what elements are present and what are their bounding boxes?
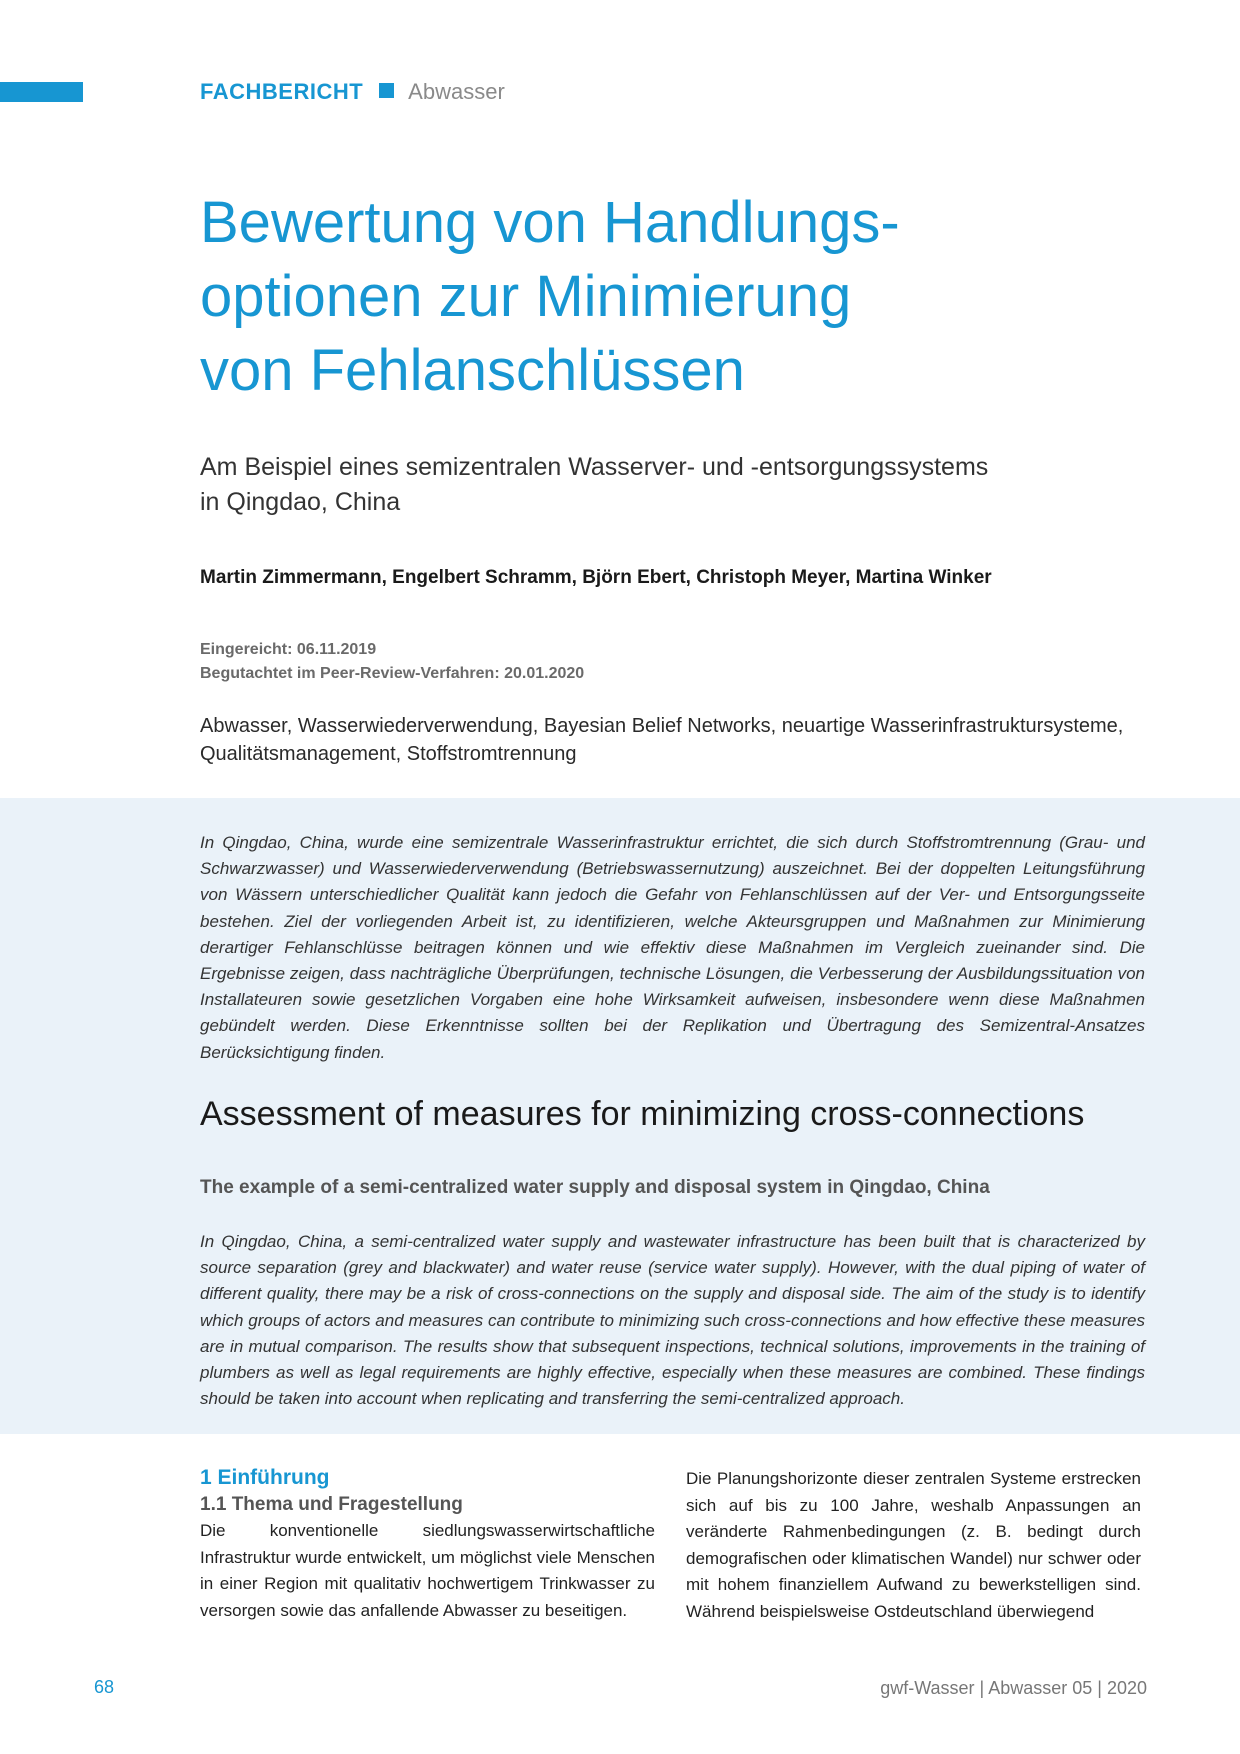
page-number: 68 — [94, 1677, 115, 1697]
body-paragraph-left: Die konventionelle siedlungswasserwirtschaftliche Infrastruktur wurde entwickelt, um möglichst viele Menschen in einer Region mit qualitativ hochwertigem Trinkwasser zu versorgen sowie das anfallende Abwasser zu beseitigen. — [200, 1521, 655, 1620]
section-label: FACHBERICHT — [200, 79, 364, 104]
abstract-german: In Qingdao, China, wurde eine semizentrale Wasserinfrastruktur errichtet, die sich durch Stoffstromtrennung (Grau- und Schwarzwasser) und Wasserwiederverwendung (Betriebswassernutzung) auszeichnet. Bei der doppelten Leitungsführung von Wässern unterschiedlicher Qualität kann jedoch die Gefahr von Fehlanschlüssen auf der Ver- und Entsorgungsseite bestehen. Ziel der vorliegenden Arbeit ist, zu identifizieren, welche Akteursgruppen und Maßnahmen zur Minimierung derartiger Fehlanschlüsse beitragen können und wie effektiv diese Maßnahmen im Vergleich zueinander sind. Die Ergebnisse zeigen, dass nachträgliche Überprüfungen, technische Lösungen, die Verbesserung der Ausbildungssituation von Installateuren sowie gesetzlichen Vorgaben eine hohe Wirksamkeit aufweisen, insbesondere wenn diese Maßnahmen gebündelt werden. Diese Erkenntnisse sollten bei der Replikation und Übertragung des Semizentral-Ansatzes Berücksichtigung finden. — [200, 833, 1145, 1062]
english-title: Assessment of measures for minimizing cross-connections — [200, 1095, 1085, 1133]
running-header — [200, 78, 505, 106]
title-line: optionen zur Minimierung — [200, 264, 852, 329]
category-label: Abwasser — [408, 79, 505, 104]
header-accent-bar — [0, 82, 83, 102]
review-dates — [200, 638, 584, 686]
keywords-line: Abwasser, Wasserwiederverwendung, Bayesian Belief Networks, neuartige Wasserinfrastruktursysteme, — [200, 715, 1124, 737]
square-bullet-icon — [379, 83, 394, 98]
journal-footer: gwf-Wasser | Abwasser 05 | 2020 — [880, 1678, 1147, 1698]
submitted-date: Eingereicht: 06.11.2019 — [200, 641, 377, 658]
body-column-right — [686, 1464, 1141, 1625]
title-line: Bewertung von Handlungs- — [200, 190, 900, 255]
english-subtitle: The example of a semi-centralized water supply and disposal system in Qingdao, China — [200, 1177, 990, 1198]
section-heading: 1 Einführung — [200, 1466, 330, 1489]
article-title — [200, 186, 1100, 408]
subtitle-line: in Qingdao, China — [200, 488, 401, 516]
article-subtitle — [200, 450, 1100, 520]
reviewed-date: Begutachtet im Peer-Review-Verfahren: 20.01.2020 — [200, 665, 585, 682]
keywords — [200, 712, 1160, 768]
body-column-left — [200, 1464, 655, 1624]
subsection-heading: 1.1 Thema und Fragestellung — [200, 1494, 463, 1515]
author-list: Martin Zimmermann, Engelbert Schramm, Björn Ebert, Christoph Meyer, Martina Winker — [200, 567, 992, 588]
title-line: von Fehlanschlüssen — [200, 338, 745, 403]
body-paragraph-right: Die Planungshorizonte dieser zentralen Systeme erstrecken sich auf bis zu 100 Jahre, weshalb Anpassungen an veränderte Rahmenbedingungen (z. B. bedingt durch demografischen oder klimatischen Wandel) nur schwer oder mit hohem finanziellem Aufwand zu bewerkstelligen sind. Während beispielsweise Ostdeutschland überwiegend — [686, 1469, 1141, 1621]
abstract-english: In Qingdao, China, a semi-centralized water supply and wastewater infrastructure has been built that is characterized by source separation (grey and blackwater) and water reuse (service water supply). However, with the dual piping of water of different quality, there may be a risk of cross-connections on the supply and disposal side. The aim of the study is to identify which groups of actors and measures can contribute to minimizing such cross-connections and how effective these measures are in mutual comparison. The results show that subsequent inspections, technical solutions, improvements in the training of plumbers as well as legal requirements are highly effective, especially when these measures are combined. These findings should be taken into account when replicating and transferring the semi-centralized approach. — [200, 1232, 1145, 1409]
keywords-line: Qualitätsmanagement, Stoffstromtrennung — [200, 743, 577, 765]
subtitle-line: Am Beispiel eines semizentralen Wasserver- und -entsorgungssystems — [200, 453, 989, 481]
